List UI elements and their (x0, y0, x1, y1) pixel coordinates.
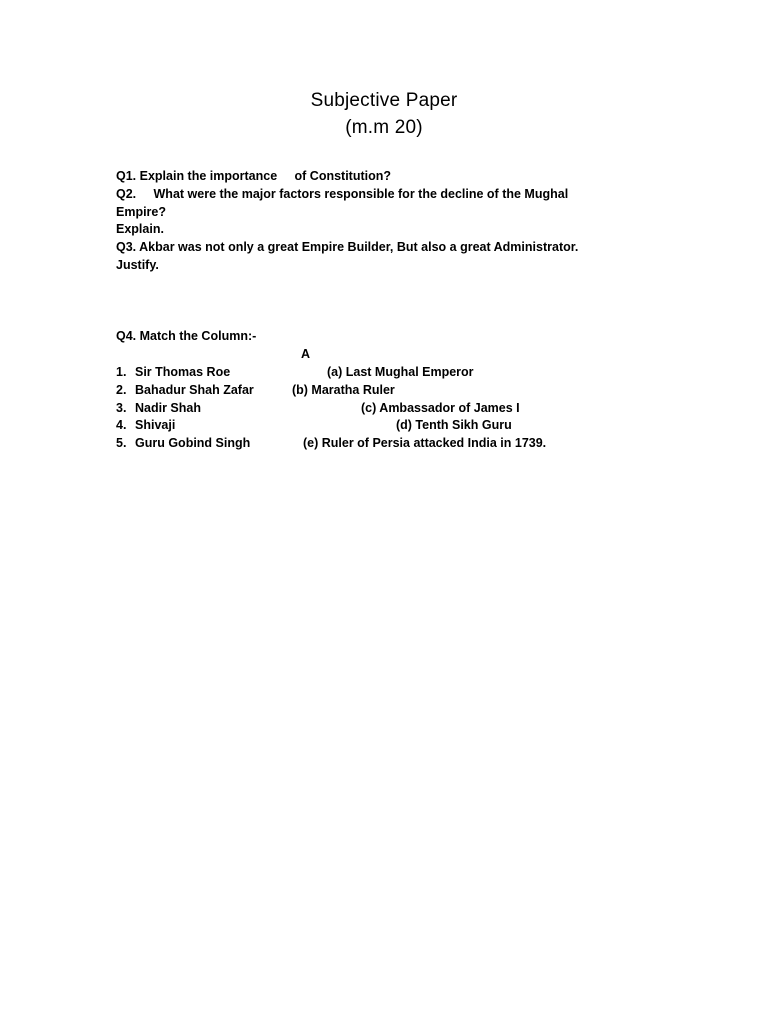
match-row-right: (b) Maratha Ruler (292, 383, 395, 397)
match-row (0, 382, 768, 398)
question-2-line-1: Q2. What were the major factors responsible for the decline of the Mughal (116, 187, 569, 201)
column-a-heading: A (301, 347, 311, 361)
match-row-number: 5. (116, 436, 127, 450)
question-2-line-3: Explain. (116, 222, 164, 236)
match-row-right: (e) Ruler of Persia attacked India in 1739. (303, 436, 547, 450)
match-row-number: 1. (116, 365, 127, 379)
match-row-number: 3. (116, 401, 127, 415)
match-row (0, 417, 768, 433)
match-row-right: (d) Tenth Sikh Guru (396, 418, 512, 432)
match-row-left: Sir Thomas Roe (135, 365, 231, 379)
match-row-right: (a) Last Mughal Emperor (327, 365, 474, 379)
match-row (0, 435, 768, 451)
question-1: Q1. Explain the importance of Constitution? (116, 169, 392, 183)
match-row-number: 4. (116, 418, 127, 432)
match-row (0, 364, 768, 380)
match-row-left: Bahadur Shah Zafar (135, 383, 254, 397)
match-row-left: Nadir Shah (135, 401, 201, 415)
paper-title: Subjective Paper (310, 90, 458, 111)
question-3-line-2: Justify. (116, 258, 159, 272)
match-row-number: 2. (116, 383, 127, 397)
question-4: Q4. Match the Column:- (116, 329, 257, 343)
match-row-left: Shivaji (135, 418, 176, 432)
max-marks: (m.m 20) (345, 117, 423, 138)
question-3-line-1: Q3. Akbar was not only a great Empire Builder, But also a great Administrator. (116, 240, 579, 254)
match-row-right: (c) Ambassador of James I (361, 401, 520, 415)
match-row-left: Guru Gobind Singh (135, 436, 251, 450)
question-2-line-2: Empire? (116, 205, 167, 219)
match-row (0, 400, 768, 416)
